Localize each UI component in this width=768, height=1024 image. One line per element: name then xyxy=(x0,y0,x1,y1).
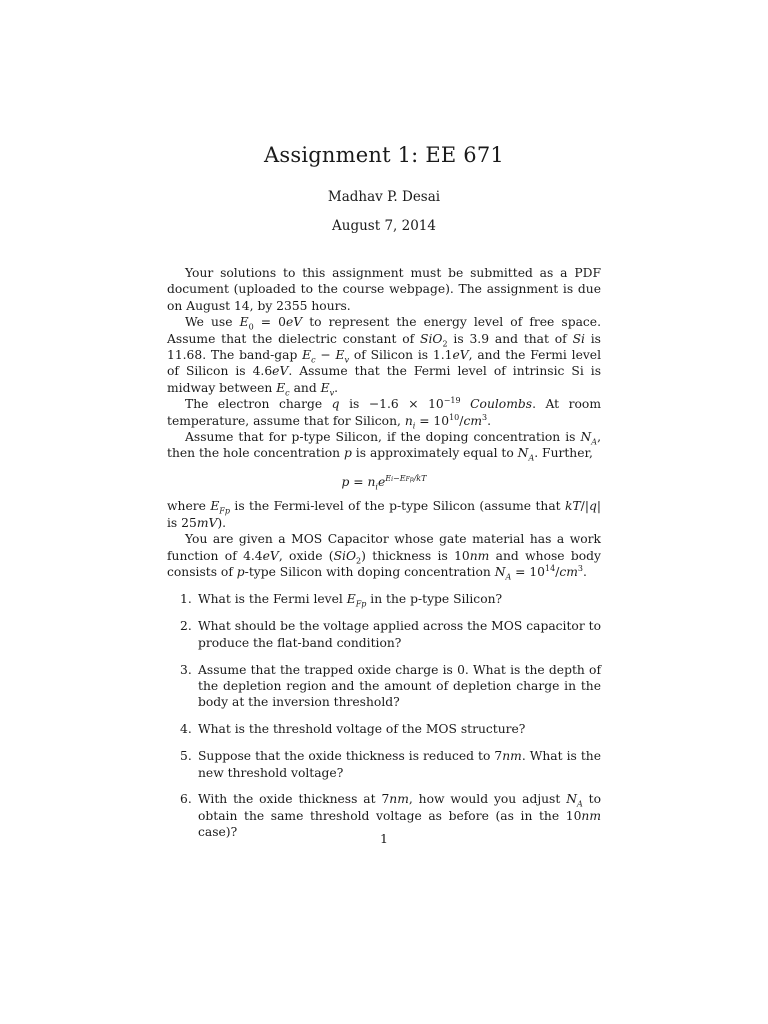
author: Madhav P. Desai xyxy=(327,189,441,205)
question-list xyxy=(167,591,601,840)
question-item: 6. With the oxide thickness at 7nm, how would you adjust $N_A$ to obtain the same threshold voltage as before (as in the 10nm case)? xyxy=(180,792,601,840)
equation-hole-concentration: $p = n_ie^{Ei-EFp/kT}$ xyxy=(341,473,427,492)
document-body xyxy=(167,265,601,851)
date: August 7, 2014 xyxy=(332,218,436,234)
page-number: 1 xyxy=(380,831,388,846)
paragraph-submission: Your solutions to this assignment must be submitted as a PDF document (uploaded to the course webpage). The assignment is due on August 14, by 2355 hours. xyxy=(167,266,601,313)
paragraph-fermi-level-definition: where $E_{Fp}$ is the Fermi-level of the p-type Silicon (assume that kT/|q| is 25mV). xyxy=(167,499,601,530)
question-item: 2. What should be the voltage applied across the MOS capacitor to produce the flat-band condition? xyxy=(180,619,601,650)
document-title: Assignment 1: EE 671 xyxy=(264,143,504,167)
paragraph-doping: Assume that for p-type Silicon, if the doping concentration is $N_A$, then the hole concentration p is approximately equal to $N_A$. Further, xyxy=(167,430,601,463)
question-item: 1. What is the Fermi level $E_{Fp}$ in the p-type Silicon? xyxy=(180,592,503,609)
question-item: 5. Suppose that the oxide thickness is reduced to 7nm. What is the new threshold voltage? xyxy=(180,749,601,780)
paragraph-energy-levels: We use $E_0 = 0eV$ to represent the energy level of free space. Assume that the dielectric constant of SiO$_2$ is 3.9 and that of Si is 11.68. The band-gap $E_c - E_v$ of Silicon is 1.1eV, and the Fermi level of Silicon is 4.6eV. Assume that the Fermi level of intrinsic Si is midway between $E_c$ and $E_v$. xyxy=(167,315,602,398)
question-item: 3. Assume that the trapped oxide charge is 0. What is the depth of the depletion region and the amount of depletion charge in the body at the inversion threshold? xyxy=(180,662,601,710)
question-item: 4. What is the threshold voltage of the MOS structure? xyxy=(180,722,526,737)
paragraph-mos-capacitor: You are given a MOS Capacitor whose gate material has a work function of 4.4eV, oxide (SiO$_2$) thickness is 10nm and whose body consists of p-type Silicon with doping concentration $N_A = 10^{14}/cm^3$. xyxy=(167,532,601,582)
paragraph-electron-charge: The electron charge q is $-1.6 \times 10^{-19}$ Coulombs. At room temperature, assume that for Silicon, $n_i = 10^{10}/cm^3$. xyxy=(167,396,601,431)
